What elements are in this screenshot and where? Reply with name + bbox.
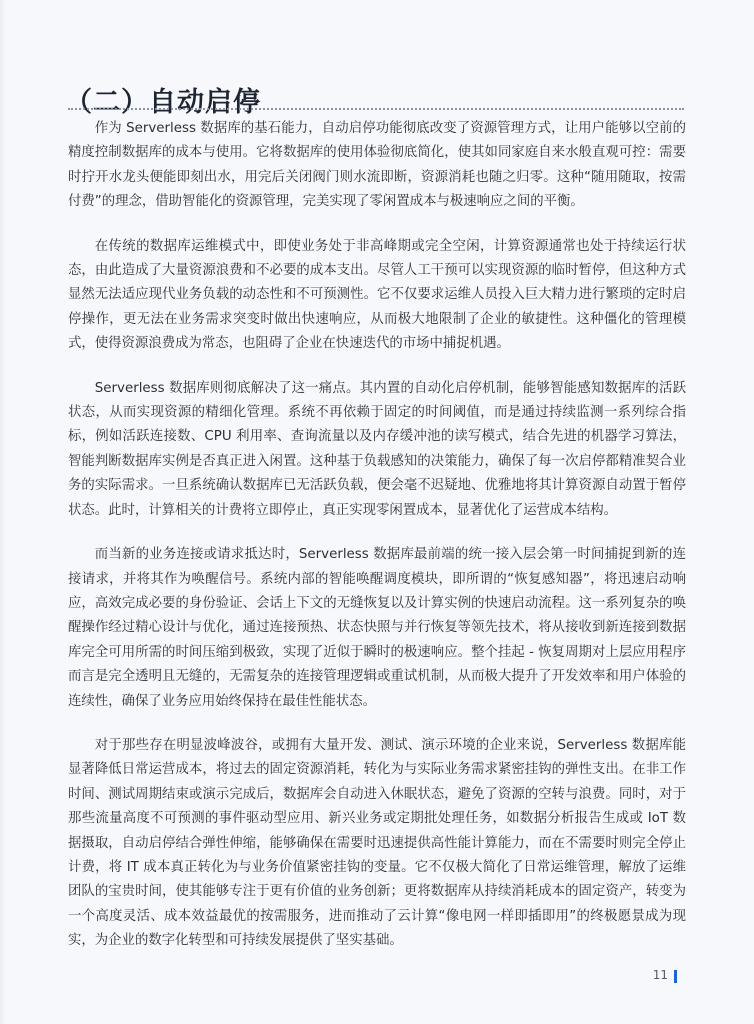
paragraph-1: 作为 Serverless 数据库的基石能力，自动启停功能彻底改变了资源管理方式，让用户能够以空前的精度控制数据库的成本与使用。它将数据库的使用体验彻底简化，使其如同家庭自来水般直观可控：需要时拧开水龙头便能即刻出水，用完后关闭阀门则水流即断，资源消耗也随之归零。这种“随用随取，按需付费”的理念，借助智能化的资源管理，完美实现了零闲置成本与极速响应之间的平衡。 [68, 121, 686, 210]
paragraph-3: Serverless 数据库则彻底解决了这一痛点。其内置的自动化启停机制，能够智能感知数据库的活跃状态，从而实现资源的精细化管理。系统不再依赖于固定的时间阈值，而是通过持续监测一系列综合指标，例如活跃连接数、CPU 利用率、查询流量以及内存缓冲池的读写模式，结合先进的机器学习算法，智能判断数据库实例是否真正进入闲置。这种基于负载感知的决策能力，确保了每一次启停都精准契合业务的实际需求。一旦系统确认数据库已无活跃负载，便会毫不迟疑地、优雅地将其计算资源自动置于暂停状态。此时，计算相关的计费将立即停止，真正实现零闲置成本，显著优化了运营成本结构。 [68, 380, 686, 518]
body-text [68, 117, 686, 974]
page-number-accent-bar [674, 970, 677, 983]
page-number: 11 [652, 968, 668, 982]
title-divider [68, 108, 684, 110]
paragraph-5: 对于那些存在明显波峰波谷，或拥有大量开发、测试、演示环境的企业来说，Serverless 数据库能显著降低日常运营成本，将过去的固定资源消耗，转化为与实际业务需求紧密挂钩的弹性支出。在非工作时间、测试周期结束或演示完成后，数据库会自动进入休眠状态，避免了资源的空转与浪费。同时，对于那些流量高度不可预测的事件驱动型应用、新兴业务或定期批处理任务，如数据分析报告生成或 IoT 数据摄取，自动启停结合弹性伸缩，能够确保在需要时迅速提供高性能计算能力，而在不需要时则完全停止计费，将 IT 成本真正转化为与业务价值紧密挂钩的变量。它不仅极大简化了日常运维管理，解放了运维团队的宝贵时间，使其能够专注于更有价值的业务创新；更将数据库从持续消耗成本的固定资产，转变为一个高度灵活、成本效益最优的按需服务，进而推动了云计算“像电网一样即插即用”的终极愿景成为现实，为企业的数字化转型和可持续发展提供了坚实基础。 [68, 737, 686, 949]
paragraph-4: 而当新的业务连接或请求抵达时，Serverless 数据库最前端的统一接入层会第一时间捕捉到新的连接请求，并将其作为唤醒信号。系统内部的智能唤醒调度模块，即所谓的“恢复感知器”，将迅速启动响应，高效完成必要的身份验证、会话上下文的无缝恢复以及计算实例的快速启动流程。这一系列复杂的唤醒操作经过精心设计与优化，通过连接预热、状态快照与并行恢复等领先技术，将从接收到新连接到数据库完全可用所需的时间压缩到极致，实现了近似于瞬时的极速响应。整个挂起 - 恢复周期对上层应用程序而言是完全透明且无缝的，无需复杂的连接管理逻辑或重试机制，从而极大提升了开发效率和用户体验的连续性，确保了业务应用始终保持在最佳性能状态。 [68, 547, 686, 709]
paragraph-2: 在传统的数据库运维模式中，即使业务处于非高峰期或完全空闲，计算资源通常也处于持续运行状态，由此造成了大量资源浪费和不必要的成本支出。尽管人工干预可以实现资源的临时暂停，但这种方式显然无法适应现代业务负载的动态性和不可预测性。它不仅要求运维人员投入巨大精力进行繁琐的定时启停操作，更无法在业务需求突变时做出快速响应，从而极大地限制了企业的敏捷性。这种僵化的管理模式，使得资源浪费成为常态，也阻碍了企业在快速迭代的市场中捕捉机遇。 [68, 238, 686, 352]
page-edge-shadow [0, 0, 6, 1024]
section-title: （二）自动启停 [65, 87, 261, 119]
